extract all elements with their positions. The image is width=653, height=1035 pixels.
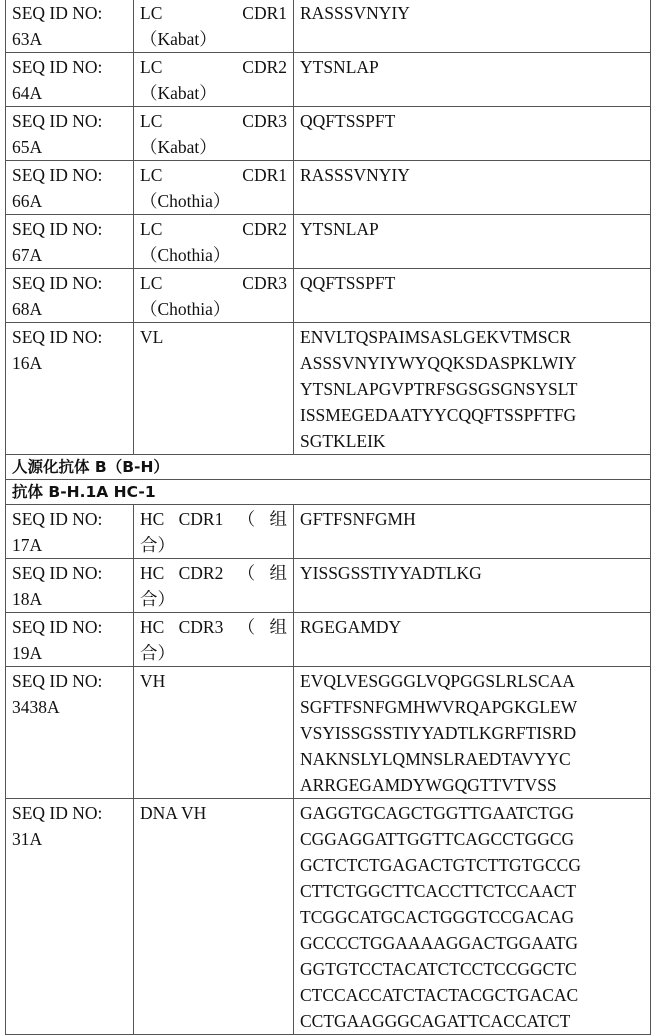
sequence-cell: [294, 323, 651, 455]
sequence-line: CTTCTGGCTTCACCTTCTCCAACT: [300, 878, 644, 904]
description-cell: LC CDR2 （Kabat）: [134, 53, 294, 107]
table-row: [6, 107, 651, 161]
sequence-cell: [294, 215, 651, 269]
seq-id-cell: SEQ ID NO: 67A: [6, 215, 134, 269]
sequence-line: YISSGSSTIYYADTLKG: [300, 560, 644, 586]
description-cell: LC CDR3 （Kabat）: [134, 107, 294, 161]
sequence-cell: [294, 53, 651, 107]
sequence-line: ASSSVNYIYWYQQKSDASPKLWIY: [300, 350, 644, 376]
sequence-line: QQFTSSPFT: [300, 108, 644, 134]
table-row: [6, 0, 651, 53]
sequence-line: GAGGTGCAGCTGGTTGAATCTGG: [300, 800, 644, 826]
table-row: [6, 53, 651, 107]
sequence-cell: [294, 161, 651, 215]
seq-id-cell: SEQ ID NO: 3438A: [6, 667, 134, 799]
description-cell: LC CDR1 （Kabat）: [134, 0, 294, 53]
seq-id-cell: SEQ ID NO: 63A: [6, 0, 134, 53]
sequence-line: GCTCTCTGAGACTGTCTTGTGCCG: [300, 852, 644, 878]
seq-id-cell: SEQ ID NO: 64A: [6, 53, 134, 107]
sequence-cell: [294, 559, 651, 613]
sequence-cell: [294, 613, 651, 667]
sequence-cell: [294, 0, 651, 53]
table-row: [6, 269, 651, 323]
sequence-line: TCGGCATGCACTGGGTCCGACAG: [300, 904, 644, 930]
description-cell: VL: [134, 323, 294, 455]
seq-id-cell: SEQ ID NO: 68A: [6, 269, 134, 323]
sequence-line: NAKNSLYLQMNSLRAEDTAVYYC: [300, 746, 644, 772]
sequence-line: YTSNLAP: [300, 216, 644, 242]
table-row: [6, 667, 651, 799]
sequence-line: SGTKLEIK: [300, 428, 644, 454]
table-row: [6, 559, 651, 613]
sequence-table: [5, 0, 651, 1035]
sequence-line: GGTGTCCTACATCTCCTCCGGCTC: [300, 956, 644, 982]
section-heading-row: [6, 480, 651, 505]
description-cell: HC CDR3 （ 组 合）: [134, 613, 294, 667]
sequence-line: YTSNLAP: [300, 54, 644, 80]
description-cell: DNA VH: [134, 799, 294, 1035]
sequence-cell: [294, 269, 651, 323]
seq-id-cell: SEQ ID NO: 19A: [6, 613, 134, 667]
table-row: [6, 799, 651, 1035]
section-heading: 抗体 B-H.1A HC-1: [6, 480, 651, 505]
sequence-line: VSYISSGSSTIYYADTLKGRFTISRD: [300, 720, 644, 746]
sequence-line: CCTGAAGGGCAGATTCACCATCT: [300, 1008, 644, 1034]
description-cell: LC CDR2 （Chothia）: [134, 215, 294, 269]
seq-id-cell: SEQ ID NO: 31A: [6, 799, 134, 1035]
description-cell: HC CDR1 （ 组 合）: [134, 505, 294, 559]
sequence-line: ISSMEGEDAATYYCQQFTSSPFTFG: [300, 402, 644, 428]
sequence-cell: [294, 505, 651, 559]
description-cell: HC CDR2 （ 组 合）: [134, 559, 294, 613]
sequence-cell: [294, 667, 651, 799]
sequence-line: RGEGAMDY: [300, 614, 644, 640]
sequence-cell: [294, 107, 651, 161]
sequence-line: ARRGEGAMDYWGQGTTVTVSS: [300, 772, 644, 798]
sequence-line: GCCCCTGGAAAAGGACTGGAATG: [300, 930, 644, 956]
table-row: [6, 323, 651, 455]
seq-id-cell: SEQ ID NO: 17A: [6, 505, 134, 559]
section-heading-row: [6, 455, 651, 480]
sequence-line: CGGAGGATTGGTTCAGCCTGGCG: [300, 826, 644, 852]
sequence-cell: [294, 799, 651, 1035]
sequence-line: YTSNLAPGVPTRFSGSGSGNSYSLT: [300, 376, 644, 402]
table-row: [6, 613, 651, 667]
seq-id-cell: SEQ ID NO: 66A: [6, 161, 134, 215]
section-heading: 人源化抗体 B（B-H）: [6, 455, 651, 480]
description-cell: VH: [134, 667, 294, 799]
description-cell: LC CDR3 （Chothia）: [134, 269, 294, 323]
sequence-line: RASSSVNYIY: [300, 0, 644, 26]
sequence-line: GFTFSNFGMH: [300, 506, 644, 532]
sequence-line: CTCCACCATCTACTACGCTGACAC: [300, 982, 644, 1008]
sequence-line: QQFTSSPFT: [300, 270, 644, 296]
seq-id-cell: SEQ ID NO: 65A: [6, 107, 134, 161]
table-row: [6, 161, 651, 215]
table-row: [6, 505, 651, 559]
seq-id-cell: SEQ ID NO: 18A: [6, 559, 134, 613]
description-cell: LC CDR1 （Chothia）: [134, 161, 294, 215]
seq-id-cell: SEQ ID NO: 16A: [6, 323, 134, 455]
table-row: [6, 215, 651, 269]
sequence-line: EVQLVESGGGLVQPGGSLRLSCAA: [300, 668, 644, 694]
sequence-line: RASSSVNYIY: [300, 162, 644, 188]
sequence-line: SGFTFSNFGMHWVRQAPGKGLEW: [300, 694, 644, 720]
sequence-line: ENVLTQSPAIMSASLGEKVTMSCR: [300, 324, 644, 350]
